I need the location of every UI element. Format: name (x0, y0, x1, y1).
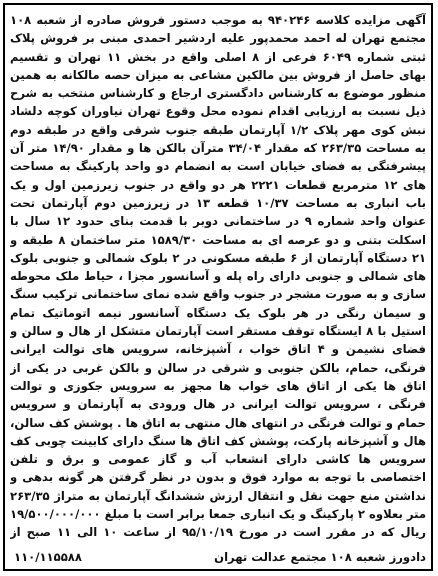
reference-code: ۱۱۰/۱۱۵۵۸۸ (14, 550, 82, 564)
notice-body: آگهی مزایده کلاسه ۹۴۰۲۴۶ به موجب دستور فروش صادره از شعبه ۱۰۸ مجتمع تهران له احمد محمدپور علیه اردشیر احمدی مبنی بر فروش پلاک ثبتی شماره ۶۰۴۹ فرعی از ۸ اصلی واقع در بخش ۱۱ تهران و تقسیم بهای حاصل از فروش بین مالکین مشاعی به میزان حصه مالکانه به همین منظور موضوع به کارشناس دادگستری ارجاع و کارشناس منتخب به شرح ذیل نسبت به ارزیابی اقدام نموده محل وقوع تهران نیاوران کوچه دلشاد نبش کوی مهر پلاک ۱/۲ آپارتمان طبقه جنوب شرقی واقع در طبقه دوم به مساحت ۲۶۳/۳۵ که مقدار ۳۴/۰۴ مترآن بالکن ها و مقدار ۱۴/۹۰ متر آن پیشرفتگی به فضای خیابان است به انضمام دو واحد پارکینگ به مساحت های ۱۲ مترمربع قطعات ۲۲۲۱ هر دو واقع در جنوب زیرزمین اول و یک باب انباری به مساحت ۱۰/۳۷ قطعه ۱۳ در زیرزمین دوم آپارتمان تحت عنوان واحد شماره ۹ در ساختمانی دوبر با قدمت بنای حدود ۱۲ سال با اسکلت بتنی و دو عرصه ای به مساحت ۱۵۸۹/۳۰ متر ساختمان ۸ طبقه و ۲۱ دستگاه آپارتمان از ۶ طبقه مسکونی در ۲ بلوک شمالی و جنوبی بلوک های شمالی و جنوبی دارای راه پله و آسانسور مجزا ، حیاط ملک محوطه سازی و به صورت مشجر در جنوب واقع شده نمای ساختمانی ترکیب سنگ و سیمان رنگی در هر بلوک یک دستگاه آسانسور نیمه اتوماتیک تمام استیل با ۸ ایستگاه توقف مستقر است آپارتمان متشکل از هال و سالن و فضای نشیمن و ۴ اتاق خواب ، آشپزخانه، سرویس های توالت ایرانی فرنگی، حمام، بالکن جنوبی و شرقی در سالن و بالکن غربی در یکی از اتاق ها یکی از اتاق های خواب ها مجهز به سرویس جکوزی و توالت فرنگی ، سرویس توالت ایرانی در هال ورودی به آپارتمان و سرویس حمام و توالت فرنگی در انتهای هال منتهی به اتاق ها . پوشش کف سالن، هال و آشپزخانه پارکت، پوشش کف اتاق ها سنگ دارای کابینت چوبی کف سرویس ها کاشی دارای انشعاب آب و گاز عمومی و برق و تلفن اختصاصی با توجه به موارد فوق و بدون در نظر گرفتن هر گونه بدهی و نداشتن منع جهت نقل و انتقال ارزش ششدانگ آپارتمان به متراژ ۲۶۳/۳۵ متر بعلاوه ۲ پارکینگ و یک انباری جمعا برابر است با مبلغ ۱۹/۵۰۰/۰۰۰/۰۰۰ ریال که در مقرر است در مورخ ۹۵/۱۰/۱۹ از ساعت ۱۰ الی ۱۱ صبح از (10, 13, 426, 540)
auction-notice (3, 3, 433, 571)
issuer-signature: دادورز شعبه ۱۰۸ مجتمع عدالت تهران (214, 550, 426, 564)
notice-footer (10, 547, 426, 566)
